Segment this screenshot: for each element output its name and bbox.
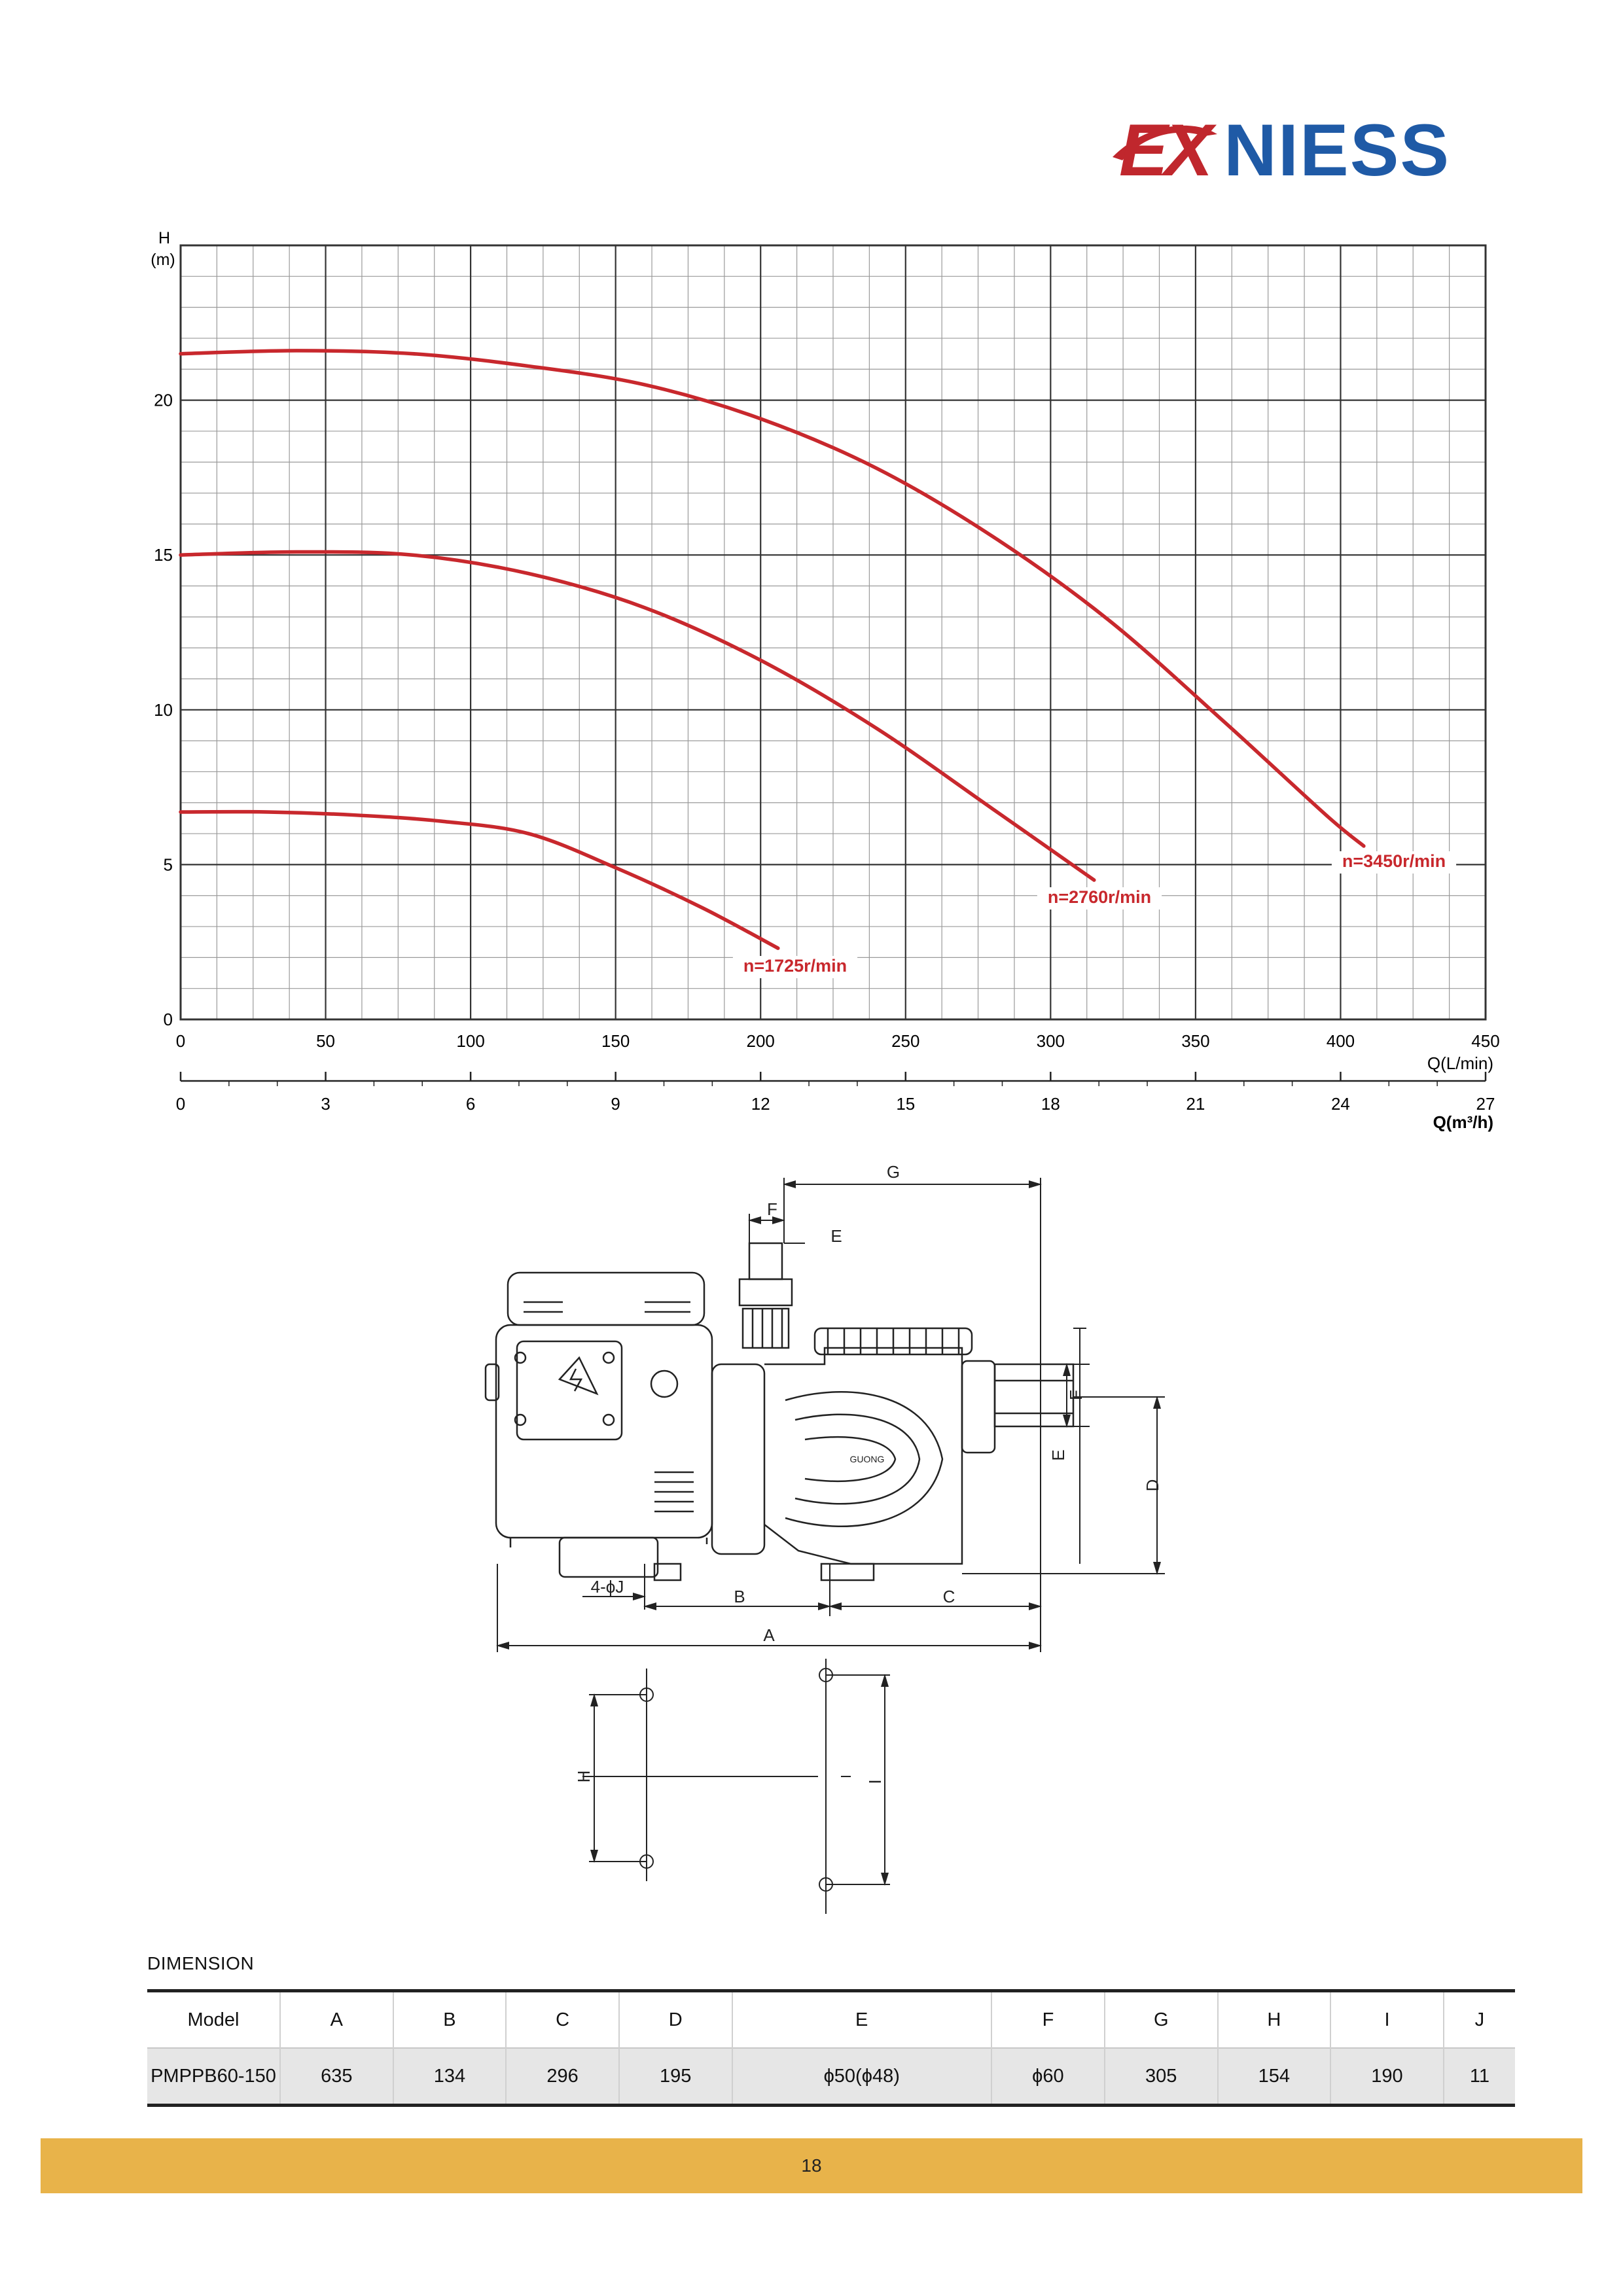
y-tick-label: 10 — [154, 699, 173, 720]
motor-housing — [486, 1273, 712, 1577]
cell-b: 134 — [393, 2048, 507, 2106]
header-e: E — [732, 1991, 991, 2049]
logo-ex: EX — [1119, 109, 1209, 190]
header-a: A — [280, 1991, 393, 2049]
series-label: n=3450r/min — [1342, 851, 1446, 871]
secondary-tick-label: 12 — [751, 1094, 770, 1114]
logo-niess: NIESS — [1224, 109, 1451, 190]
header-d: D — [619, 1991, 732, 2049]
cell-c: 296 — [506, 2048, 619, 2106]
secondary-tick-label: 27 — [1476, 1094, 1495, 1114]
x-tick-label: 50 — [316, 1031, 336, 1051]
series-label: n=1725r/min — [743, 956, 847, 976]
header-g: G — [1105, 1991, 1218, 2049]
y-axis-label-unit: (m) — [151, 251, 175, 269]
y-tick-label: 5 — [163, 855, 173, 875]
x-tick-label: 100 — [456, 1031, 485, 1051]
header-h: H — [1218, 1991, 1331, 2049]
dim-label-4j: 4-ϕJ — [590, 1577, 624, 1597]
y-axis-label-h: H — [158, 229, 171, 247]
header-b: B — [393, 1991, 507, 2049]
secondary-tick-label: 3 — [321, 1094, 330, 1114]
x-tick-label: 250 — [891, 1031, 920, 1051]
secondary-tick-label: 21 — [1186, 1094, 1205, 1114]
dim-label-f-side: F — [1066, 1390, 1086, 1400]
secondary-tick-label: 6 — [465, 1094, 476, 1114]
dim-label-d: D — [1143, 1479, 1162, 1492]
x-axis-tick-labels — [176, 1031, 1500, 1051]
chart-series-lines — [181, 351, 1364, 948]
secondary-tick-label: 15 — [896, 1094, 916, 1114]
x-tick-label: 0 — [175, 1031, 186, 1051]
pump-badge: GUONG — [849, 1454, 885, 1464]
y-tick-label: 20 — [154, 390, 173, 410]
dim-label-f-top: F — [767, 1199, 777, 1219]
dim-label-b: B — [734, 1587, 745, 1606]
header-f: F — [991, 1991, 1105, 2049]
x-axis-label-m3h: Q(m³/h) — [1433, 1112, 1493, 1132]
x-axis-label-lmin: Q(L/min) — [1427, 1053, 1493, 1073]
cell-f: ϕ60 — [991, 2048, 1105, 2106]
x-tick-label: 400 — [1326, 1031, 1355, 1051]
cell-a: 635 — [280, 2048, 393, 2106]
footer-page-bar — [41, 2138, 1582, 2193]
dimension-data-row — [147, 2048, 1515, 2106]
y-tick-label: 15 — [154, 545, 173, 565]
cell-h: 154 — [1218, 2048, 1331, 2106]
secondary-tick-label: 18 — [1041, 1094, 1060, 1114]
dim-label-e-top: E — [830, 1226, 842, 1246]
cell-e: ϕ50(ϕ48) — [732, 2048, 991, 2106]
x-tick-label: 350 — [1181, 1031, 1210, 1051]
secondary-tick-label: 9 — [611, 1094, 620, 1114]
cell-i: 190 — [1330, 2048, 1444, 2106]
dim-label-i: I — [865, 1779, 885, 1784]
cell-d: 195 — [619, 2048, 732, 2106]
dim-label-e-side: E — [1048, 1449, 1068, 1461]
x-tick-label: 150 — [601, 1031, 630, 1051]
series-curve — [181, 552, 1094, 880]
chart-series-labels — [733, 851, 1456, 978]
header-c: C — [506, 1991, 619, 2049]
dim-label-c: C — [942, 1587, 955, 1606]
series-label: n=2760r/min — [1047, 887, 1152, 907]
pump-volute — [654, 1243, 1073, 1580]
chart-minor-grid — [181, 245, 1486, 1019]
y-axis-tick-labels — [154, 391, 173, 1029]
header-model: Model — [147, 1991, 280, 2049]
cell-model: PMPPB60-150 — [147, 2048, 280, 2106]
dim-label-g: G — [886, 1162, 901, 1182]
header-j: J — [1444, 1991, 1515, 2049]
base-hole-pattern — [582, 1659, 890, 1914]
secondary-tick-label: 0 — [175, 1094, 186, 1114]
header-i: I — [1330, 1991, 1444, 2049]
dim-label-a: A — [763, 1625, 775, 1645]
x-tick-label: 300 — [1036, 1031, 1065, 1051]
y-tick-label: 0 — [163, 1010, 173, 1029]
secondary-x-axis — [176, 1072, 1495, 1114]
cell-j: 11 — [1444, 2048, 1515, 2106]
x-tick-label: 200 — [746, 1031, 775, 1051]
dim-label-h: H — [574, 1770, 594, 1783]
x-tick-label: 450 — [1471, 1031, 1500, 1051]
dimension-table — [147, 1989, 1515, 2107]
dimension-title: DIMENSION — [147, 1953, 255, 1973]
dimension-header-row — [147, 1991, 1515, 2049]
cell-g: 305 — [1105, 2048, 1218, 2106]
page-number: 18 — [801, 2155, 822, 2176]
secondary-tick-label: 24 — [1330, 1094, 1350, 1114]
